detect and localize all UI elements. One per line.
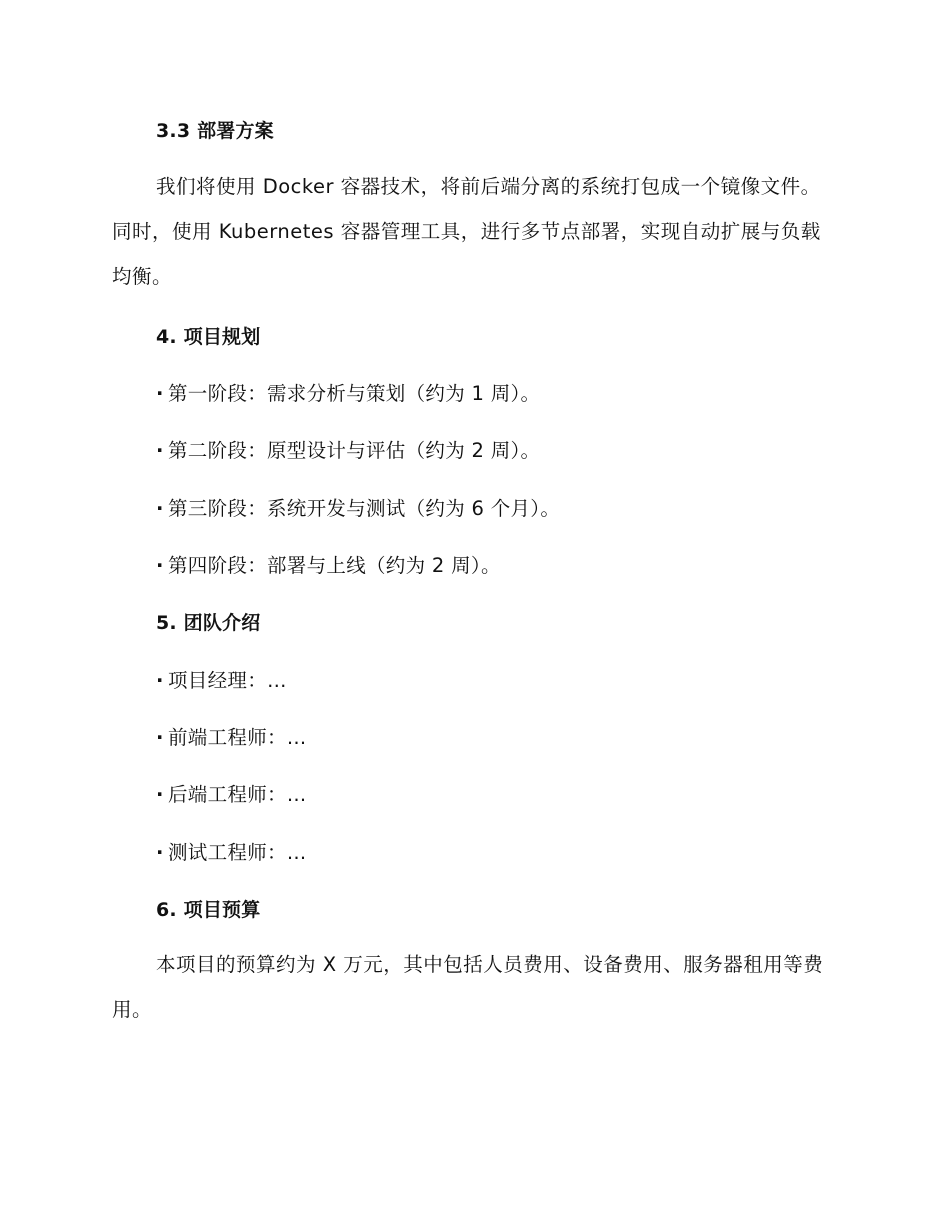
budget-paragraph: 本项目的预算约为 X 万元，其中包括人员费用、设备费用、服务器租用等费用。 xyxy=(112,953,824,1021)
section-heading-team: 5. 团队介绍 xyxy=(156,612,261,634)
plan-item-text: 第二阶段：原型设计与评估（约为 2 周）。 xyxy=(168,439,541,462)
team-item-text: 前端工程师：… xyxy=(168,726,307,749)
bullet: · xyxy=(156,382,164,405)
team-item xyxy=(156,837,307,865)
bullet: · xyxy=(156,783,164,806)
plan-item-text: 第三阶段：系统开发与测试（约为 6 个月）。 xyxy=(168,497,561,520)
plan-item xyxy=(156,435,540,463)
bullet: · xyxy=(156,554,164,577)
team-item xyxy=(156,779,307,807)
section-heading-deployment: 3.3 部署方案 xyxy=(156,120,274,142)
team-item-text: 后端工程师：… xyxy=(168,783,307,806)
plan-item-text: 第一阶段：需求分析与策划（约为 1 周）。 xyxy=(168,382,541,405)
plan-item xyxy=(156,550,501,578)
deployment-paragraph: 我们将使用 Docker 容器技术，将前后端分离的系统打包成一个镜像文件。同时，使用 Kubernetes 容器管理工具，进行多节点部署，实现自动扩展与负载均衡。 xyxy=(112,175,821,288)
team-item-text: 项目经理：… xyxy=(168,669,287,692)
bullet: · xyxy=(156,726,164,749)
bullet: · xyxy=(156,439,164,462)
bullet: · xyxy=(156,669,164,692)
section-heading-plan: 4. 项目规划 xyxy=(156,326,261,348)
bullet: · xyxy=(156,841,164,864)
bullet: · xyxy=(156,497,164,520)
plan-item xyxy=(156,493,560,521)
section-heading-budget: 6. 项目预算 xyxy=(156,899,261,921)
team-item xyxy=(156,722,307,750)
plan-item xyxy=(156,378,540,406)
plan-item-text: 第四阶段：部署与上线（约为 2 周）。 xyxy=(168,554,501,577)
team-item xyxy=(156,665,287,693)
team-item-text: 测试工程师：… xyxy=(168,841,307,864)
